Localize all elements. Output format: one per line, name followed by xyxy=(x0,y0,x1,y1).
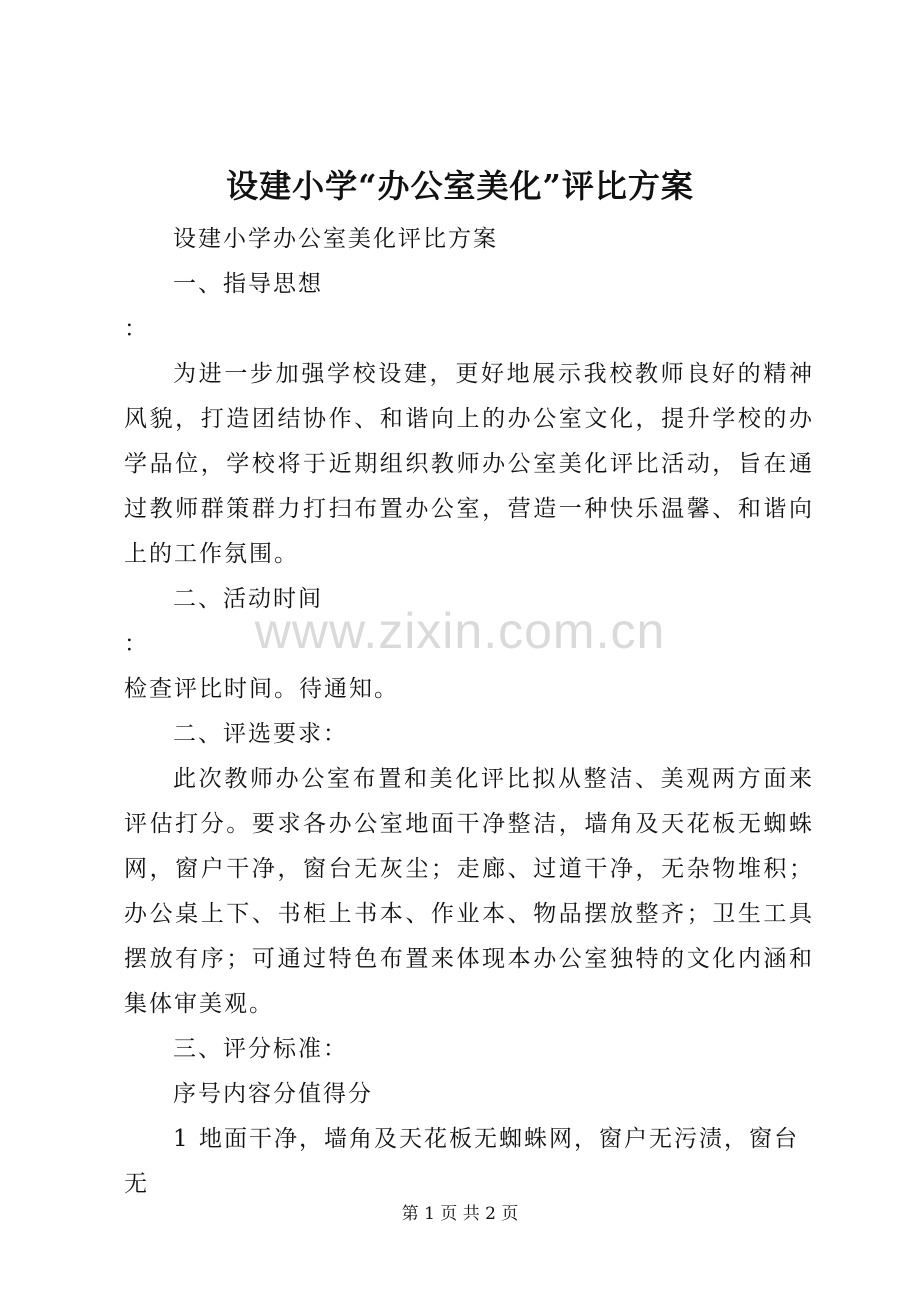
table-header-line: 序号内容分值得分 xyxy=(173,1081,373,1107)
section-heading-requirements: 二、评选要求： xyxy=(173,721,348,747)
section-heading-scoring: 三、评分标准： xyxy=(173,1036,348,1062)
paragraph-inspection-time: 检查评比时间。待通知。 xyxy=(124,676,399,702)
document-body xyxy=(124,217,814,1207)
colon-line: ： xyxy=(124,316,149,342)
colon-line: ： xyxy=(124,631,149,657)
page-footer: 第 1 页 共 2 页 xyxy=(401,1204,519,1224)
document-title: 设建小学“办公室美化”评比方案 xyxy=(226,167,694,205)
section-heading-activity-time: 二、活动时间 xyxy=(173,586,323,612)
watermark: www.zixin.com.cn xyxy=(254,603,666,659)
section-heading-guiding-ideology: 一、指导思想 xyxy=(173,271,323,297)
scoring-item-1: 1 地面干净，墙角及天花板无蜘蛛网，窗户无污渍，窗台无 xyxy=(124,1126,799,1197)
paragraph-purpose: 为进一步加强学校设建，更好地展示我校教师良好的精神风貌，打造团结协作、和谐向上的办公室文化，提升学校的办学品位，学校将于近期组织教师办公室美化评比活动，旨在通过教师群策群力打扫布置办公室，营造一种快乐温馨、和谐向上的工作氛围。 xyxy=(124,361,814,567)
paragraph-requirements: 此次教师办公室布置和美化评比拟从整洁、美观两方面来评估打分。要求各办公室地面干净整洁，墙角及天花板无蜘蛛网，窗户干净，窗台无灰尘；走廊、过道干净，无杂物堆积；办公桌上下、书柜上书本、作业本、物品摆放整齐；卫生工具摆放有序；可通过特色布置来体现本办公室独特的文化内涵和集体审美观。 xyxy=(124,766,814,1017)
subtitle-line: 设建小学办公室美化评比方案 xyxy=(173,226,498,252)
